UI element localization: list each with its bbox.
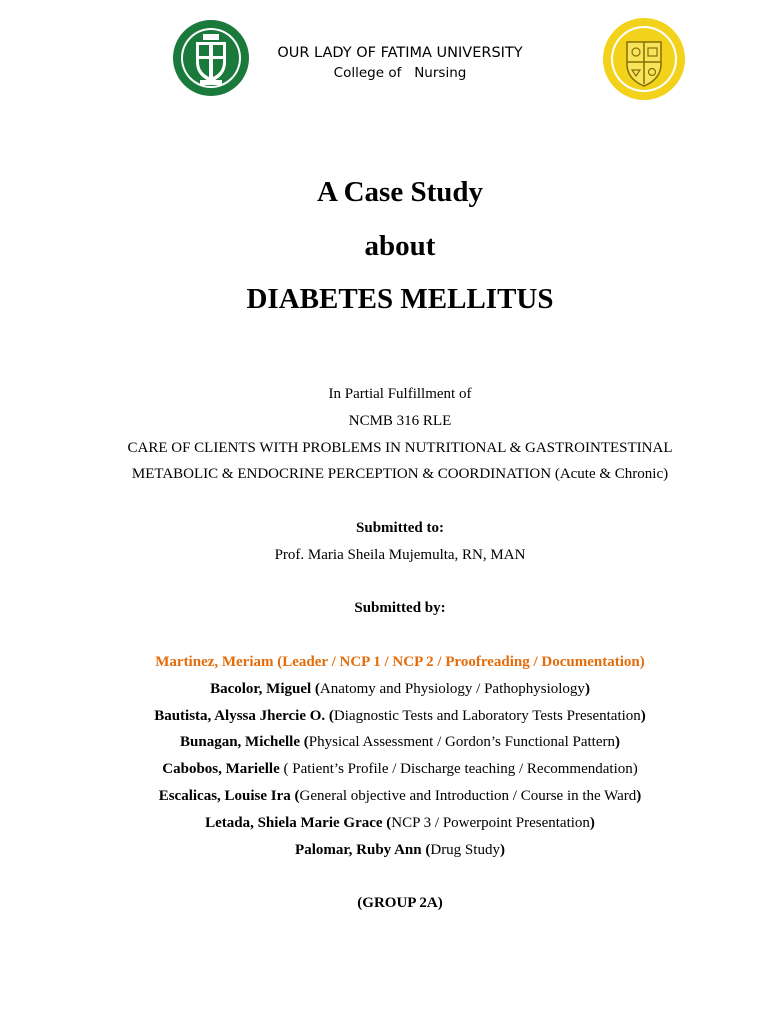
- member-task: Anatomy and Physiology / Pathophysiology: [319, 680, 585, 697]
- document-header: [0, 0, 768, 120]
- member-row: Bautista, Alyssa Jhercie O. (Diagnostic Tests and Laboratory Tests Presentation): [154, 707, 646, 724]
- member-name: Bautista, Alyssa Jhercie O.: [154, 707, 329, 724]
- member-task: NCP 3 / Powerpoint Presentation: [391, 814, 590, 831]
- member-row: Letada, Shiela Marie Grace (NCP 3 / Powerpoint Presentation): [205, 814, 595, 831]
- member-task: ( Patient’s Profile / Discharge teaching / Recommendation): [279, 761, 638, 778]
- member-row: Bacolor, Miguel (Anatomy and Physiology / Pathophysiology): [210, 680, 590, 697]
- member-name: Bacolor, Miguel: [210, 680, 315, 697]
- submitted-to-label: Submitted to:: [356, 519, 444, 536]
- group-label: (GROUP 2A): [357, 895, 443, 912]
- member-row: Palomar, Ruby Ann (Drug Study): [295, 841, 505, 858]
- title-line-3: DIABETES MELLITUS: [246, 283, 554, 315]
- member-task: General objective and Introduction / Course in the Ward: [299, 787, 637, 804]
- member-task: Physical Assessment / Gordon’s Functional Pattern: [308, 734, 615, 751]
- member-row: Escalicas, Louise Ira (General objective and Introduction / Course in the Ward): [158, 787, 642, 804]
- university-name: OUR LADY OF FATIMA UNIVERSITY: [277, 45, 523, 61]
- group-leader: Martinez, Meriam (Leader / NCP 1 / NCP 2 / Proofreading / Documentation): [155, 653, 645, 670]
- document-body: [0, 381, 768, 917]
- course-description-line-1: CARE OF CLIENTS WITH PROBLEMS IN NUTRITIONAL & GASTROINTESTINAL: [127, 439, 673, 456]
- member-name: Cabobos, Marielle: [162, 761, 280, 778]
- submitted-to-name: Prof. Maria Sheila Mujemulta, RN, MAN: [274, 546, 526, 563]
- member-task: Diagnostic Tests and Laboratory Tests Presentation: [333, 707, 641, 724]
- course-code: NCMB 316 RLE: [348, 412, 452, 429]
- member-row: Bunagan, Michelle (Physical Assessment / Gordon’s Functional Pattern): [180, 734, 620, 751]
- member-name: Letada, Shiela Marie Grace: [205, 814, 387, 831]
- fulfillment-intro: In Partial Fulfillment of: [328, 386, 472, 402]
- member-row: [0, 756, 768, 783]
- document-title: [0, 166, 768, 327]
- member-name: Escalicas, Louise Ira: [158, 787, 295, 804]
- course-description-line-2: METABOLIC & ENDOCRINE PERCEPTION & COORDINATION (Acute & Chronic): [131, 466, 669, 483]
- college-name: College of Nursing: [333, 65, 467, 81]
- member-task: Drug Study: [430, 841, 500, 858]
- member-name: Palomar, Ruby Ann: [295, 841, 426, 858]
- member-name: Bunagan, Michelle: [180, 734, 304, 751]
- submitted-by-label: Submitted by:: [354, 600, 446, 617]
- title-line-2: about: [364, 229, 436, 262]
- title-line-1: A Case Study: [317, 176, 483, 208]
